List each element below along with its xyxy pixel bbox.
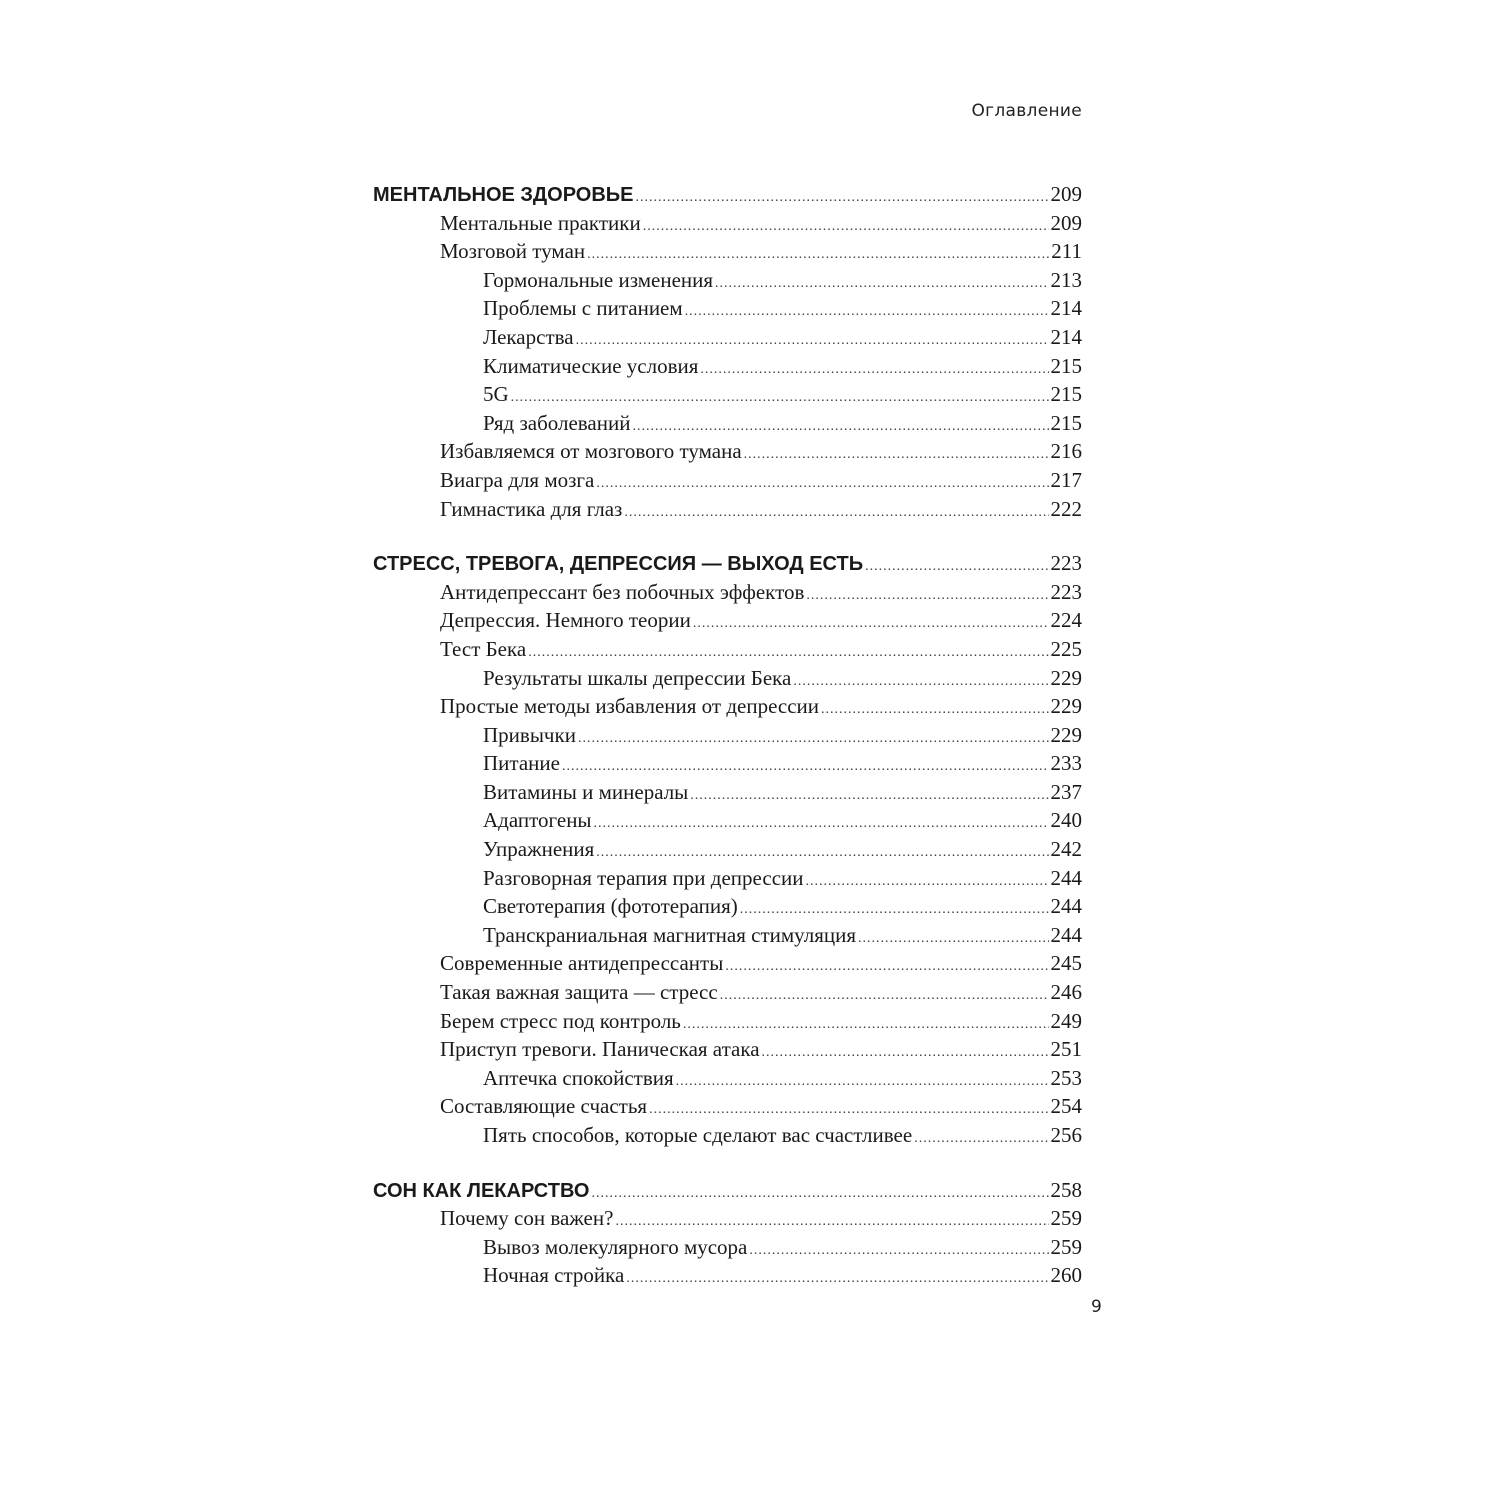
- toc-entry-title: Лекарства: [483, 324, 574, 349]
- toc-entry: [373, 892, 1082, 921]
- toc-entry: [373, 1035, 1082, 1064]
- toc-entry-page: 215: [1050, 410, 1082, 435]
- toc-chapter-entry: [373, 549, 1082, 578]
- toc-entry-title: Мозговой туман: [440, 239, 586, 264]
- toc-entry-title: Гормональные изменения: [483, 267, 714, 292]
- toc-entry-page: 214: [1050, 324, 1082, 349]
- toc-entry: [373, 266, 1082, 295]
- toc-entry: [373, 949, 1082, 978]
- toc-entry-title: Тест Бека: [440, 636, 527, 661]
- toc-entry-title: Питание: [483, 751, 560, 776]
- toc-entry-page: 244: [1050, 894, 1082, 919]
- toc-entry-title: Привычки: [483, 722, 576, 747]
- toc-entry-page: 242: [1050, 837, 1082, 862]
- toc-entry-page: 213: [1050, 267, 1082, 292]
- toc-entry: [373, 352, 1082, 381]
- dot-leader: [676, 1068, 1049, 1097]
- dot-leader: [858, 925, 1048, 954]
- toc-entry-page: 245: [1050, 951, 1082, 976]
- toc-entry-page: 254: [1050, 1094, 1082, 1119]
- toc-entry-title: Такая важная защита — стресс: [440, 980, 718, 1005]
- dot-leader: [643, 213, 1049, 242]
- dot-leader: [725, 953, 1048, 982]
- toc-section: [373, 549, 1082, 1149]
- toc-section: [373, 1176, 1082, 1290]
- toc-entry-title: Составляющие счастья: [440, 1094, 648, 1119]
- toc-entry: [373, 380, 1082, 409]
- toc-entry-title: Антидепрессант без побочных эффектов: [440, 579, 805, 604]
- toc-entry: [373, 921, 1082, 950]
- toc-entry-title: Виагра для мозга: [440, 467, 595, 492]
- toc-entry-title: Гимнастика для глаз: [440, 496, 623, 521]
- dot-leader: [636, 184, 1049, 213]
- toc-entry-page: 215: [1050, 353, 1082, 378]
- dot-leader: [626, 1265, 1048, 1294]
- toc-entry: [373, 978, 1082, 1007]
- toc-entry: [373, 1121, 1082, 1150]
- toc-entry-page: 223: [1050, 551, 1082, 576]
- dot-leader: [578, 725, 1049, 754]
- toc-entry-page: 229: [1050, 665, 1082, 690]
- dot-leader: [865, 553, 1048, 582]
- toc-entry-page: 223: [1050, 579, 1082, 604]
- toc-entry: [373, 466, 1082, 495]
- toc-section: [373, 180, 1082, 523]
- dot-leader: [715, 270, 1048, 299]
- toc-entry-page: 214: [1050, 296, 1082, 321]
- toc-entry-title: Почему сон важен?: [440, 1206, 614, 1231]
- dot-leader: [591, 1180, 1048, 1209]
- toc-entry-page: 229: [1050, 694, 1082, 719]
- running-head: Оглавление: [971, 101, 1082, 121]
- toc-entry-title: МЕНТАЛЬНОЕ ЗДОРОВЬЕ: [373, 184, 634, 206]
- toc-entry: [373, 664, 1082, 693]
- toc-entry: [373, 749, 1082, 778]
- toc-entry: [373, 1007, 1082, 1036]
- toc-entry-title: Светотерапия (фототерапия): [483, 894, 738, 919]
- dot-leader: [806, 582, 1048, 611]
- toc-entry-title: СТРЕСС, ТРЕВОГА, ДЕПРЕССИЯ — ВЫХОД ЕСТЬ: [373, 553, 864, 576]
- toc-entry-title: Транскраниальная магнитная стимуляция: [483, 922, 857, 947]
- page-number: 9: [1091, 1297, 1102, 1317]
- toc-entry-title: 5G: [483, 382, 509, 407]
- toc-entry: [373, 864, 1082, 893]
- toc-entry: [373, 495, 1082, 524]
- toc-entry: [373, 209, 1082, 238]
- toc-entry: [373, 1064, 1082, 1093]
- toc-entry-page: 209: [1050, 182, 1082, 206]
- dot-leader: [744, 441, 1049, 470]
- toc-entry-title: Витамины и минералы: [483, 779, 689, 804]
- dot-leader: [793, 668, 1048, 697]
- dot-leader: [821, 696, 1048, 725]
- toc-entry: [373, 323, 1082, 352]
- toc-entry-page: 251: [1050, 1037, 1082, 1062]
- toc-entry-title: Пять способов, которые сделают вас счастливее: [483, 1123, 913, 1147]
- toc-entry-page: 222: [1050, 496, 1082, 521]
- toc-entry-page: 217: [1050, 467, 1082, 492]
- dot-leader: [693, 610, 1049, 639]
- dot-leader: [806, 868, 1049, 897]
- toc-entry-page: 211: [1051, 239, 1082, 264]
- table-of-contents: [373, 180, 1082, 1290]
- toc-entry-title: Вывоз молекулярного мусора: [483, 1234, 748, 1259]
- toc-entry-page: 258: [1050, 1177, 1082, 1202]
- toc-entry-page: 209: [1050, 210, 1082, 235]
- toc-entry-title: Аптечка спокойствия: [483, 1065, 674, 1090]
- toc-entry: [373, 721, 1082, 750]
- toc-entry-title: Адаптогены: [483, 808, 592, 833]
- toc-entry: [373, 835, 1082, 864]
- toc-entry-title: Избавляемся от мозгового тумана: [440, 439, 742, 464]
- toc-entry: [373, 237, 1082, 266]
- toc-entry: [373, 606, 1082, 635]
- toc-entry: [373, 635, 1082, 664]
- toc-entry-page: 215: [1050, 382, 1082, 407]
- toc-entry-title: Депрессия. Немного теории: [440, 608, 691, 633]
- toc-entry: [373, 692, 1082, 721]
- dot-leader: [624, 499, 1048, 528]
- dot-leader: [700, 356, 1048, 385]
- dot-leader: [594, 810, 1049, 839]
- toc-entry-page: 216: [1050, 439, 1082, 464]
- toc-entry: [373, 578, 1082, 607]
- toc-entry-page: 240: [1050, 808, 1082, 833]
- toc-entry-page: 249: [1050, 1008, 1082, 1033]
- toc-entry: [373, 1261, 1082, 1290]
- toc-entry-title: Результаты шкалы депрессии Бека: [483, 665, 792, 690]
- toc-entry: [373, 409, 1082, 438]
- toc-entry: [373, 1092, 1082, 1121]
- dot-leader: [749, 1237, 1048, 1266]
- toc-entry-page: 246: [1050, 980, 1082, 1005]
- toc-entry-page: 244: [1050, 865, 1082, 890]
- toc-chapter-entry: [373, 180, 1082, 209]
- toc-entry-page: 229: [1050, 722, 1082, 747]
- toc-entry-title: СОН КАК ЛЕКАРСТВО: [373, 1179, 590, 1202]
- toc-entry-title: Проблемы с питанием: [483, 296, 683, 321]
- toc-entry-page: 244: [1050, 922, 1082, 947]
- toc-entry-page: 260: [1050, 1263, 1082, 1288]
- toc-entry-title: Ночная стройка: [483, 1263, 625, 1288]
- toc-entry-title: Простые методы избавления от депрессии: [440, 694, 820, 719]
- toc-entry-page: 233: [1050, 751, 1082, 776]
- dot-leader: [762, 1039, 1049, 1068]
- toc-entry: [373, 806, 1082, 835]
- toc-entry-title: Упражнения: [483, 837, 595, 862]
- toc-entry: [373, 437, 1082, 466]
- toc-entry-title: Ментальные практики: [440, 210, 641, 235]
- toc-entry-page: 225: [1050, 636, 1082, 661]
- toc-entry-page: 237: [1050, 779, 1082, 804]
- toc-entry: [373, 294, 1082, 323]
- dot-leader: [596, 470, 1048, 499]
- toc-entry-title: Климатические условия: [483, 353, 699, 378]
- toc-entry-title: Разговорная терапия при депрессии: [483, 865, 804, 890]
- toc-entry-page: 253: [1050, 1065, 1082, 1090]
- toc-entry-title: Современные антидепрессанты: [440, 951, 724, 976]
- dot-leader: [720, 982, 1049, 1011]
- dot-leader: [685, 298, 1049, 327]
- toc-entry: [373, 778, 1082, 807]
- toc-chapter-entry: [373, 1176, 1082, 1205]
- toc-entry: [373, 1204, 1082, 1233]
- toc-entry: [373, 1233, 1082, 1262]
- dot-leader: [914, 1125, 1048, 1154]
- dot-leader: [690, 782, 1048, 811]
- toc-entry-page: 224: [1050, 608, 1082, 633]
- toc-entry-title: Берем стресс под контроль: [440, 1008, 681, 1033]
- toc-entry-page: 259: [1050, 1234, 1082, 1259]
- toc-entry-title: Ряд заболеваний: [483, 410, 631, 435]
- toc-entry-page: 256: [1050, 1123, 1082, 1147]
- toc-entry-page: 259: [1050, 1206, 1082, 1231]
- toc-entry-title: Приступ тревоги. Паническая атака: [440, 1037, 760, 1062]
